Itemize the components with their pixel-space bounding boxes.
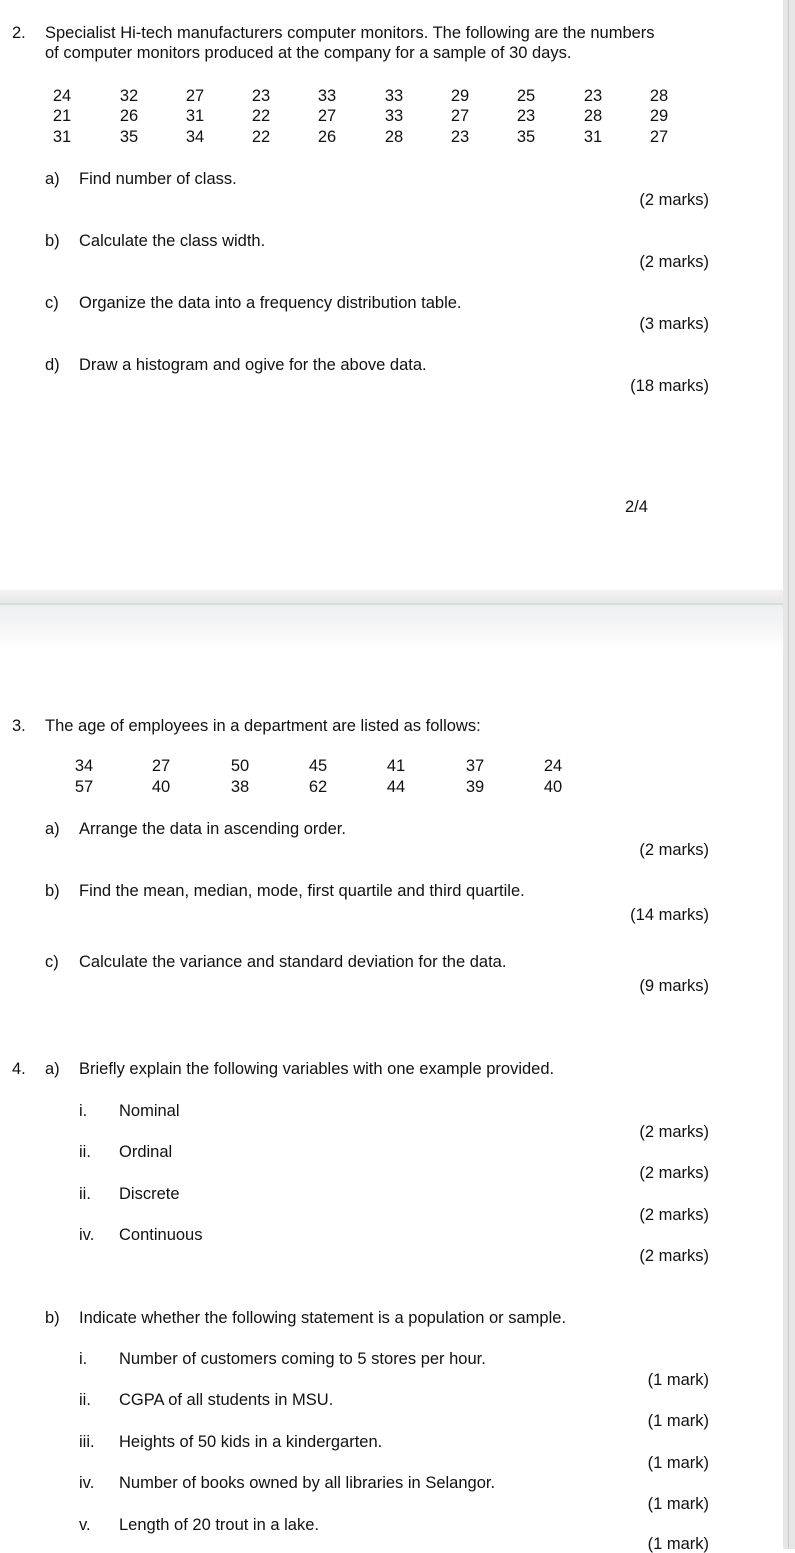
q4b-item-text: Number of customers coming to 5 stores per hour. [119, 1350, 486, 1368]
q4b-text: Indicate whether the following statement is a population or sample. [79, 1309, 567, 1327]
table-cell: 35 [119, 128, 139, 146]
table-cell: 40 [543, 778, 563, 796]
q4a-item-text: Discrete [119, 1185, 180, 1203]
scrollbar[interactable] [783, 0, 795, 1549]
table-cell: 28 [583, 107, 603, 125]
q4b-item-num: ii. [79, 1391, 91, 1409]
q4a-item-text: Continuous [119, 1226, 203, 1244]
table-cell: 39 [465, 778, 485, 796]
table-cell: 32 [119, 87, 139, 105]
table-cell: 21 [52, 107, 72, 125]
q4b-item-text: CGPA of all students in MSU. [119, 1391, 334, 1409]
table-cell: 23 [583, 87, 603, 105]
table-cell: 34 [74, 757, 94, 775]
table-cell: 27 [649, 128, 669, 146]
table-cell: 26 [317, 128, 337, 146]
q3-number: 3. [12, 717, 26, 735]
q3a-marks: (2 marks) [639, 841, 709, 859]
q4b-item-marks: (1 mark) [647, 1454, 709, 1472]
q4a-item-text: Nominal [119, 1102, 180, 1120]
table-cell: 24 [543, 757, 563, 775]
table-cell: 27 [450, 107, 470, 125]
q2-text-line1: Specialist Hi-tech manufacturers computer monitors. The following are the numbers [45, 24, 655, 42]
q4a-item-marks: (2 marks) [639, 1123, 709, 1141]
table-cell: 50 [230, 757, 250, 775]
q2d-marks: (18 marks) [630, 377, 709, 395]
table-cell: 44 [386, 778, 406, 796]
q4b-item-num: v. [79, 1516, 91, 1534]
q4a-item-marks: (2 marks) [639, 1206, 709, 1224]
q2-number: 2. [12, 24, 26, 42]
table-cell: 35 [516, 128, 536, 146]
table-cell: 27 [151, 757, 171, 775]
table-cell: 57 [74, 778, 94, 796]
page-separator [0, 590, 783, 650]
q3b-marks: (14 marks) [630, 906, 709, 924]
table-cell: 28 [384, 128, 404, 146]
table-cell: 27 [317, 107, 337, 125]
table-cell: 41 [386, 757, 406, 775]
q4b-item-marks: (1 mark) [647, 1412, 709, 1430]
q3b-label: b) [45, 882, 60, 900]
q2b-text: Calculate the class width. [79, 232, 266, 250]
table-cell: 29 [649, 107, 669, 125]
q4b-item-num: i. [79, 1350, 88, 1368]
page-number: 2/4 [625, 498, 648, 516]
table-cell: 23 [450, 128, 470, 146]
q3a-label: a) [45, 820, 60, 838]
q4b-item-text: Number of books owned by all libraries in Selangor. [119, 1474, 496, 1492]
table-cell: 33 [384, 107, 404, 125]
q4b-item-num: iii. [79, 1433, 95, 1451]
table-cell: 23 [251, 87, 271, 105]
q3-text: The age of employees in a department are listed as follows: [45, 717, 481, 735]
q4a-label: a) [45, 1060, 60, 1078]
q4a-item-marks: (2 marks) [639, 1247, 709, 1265]
q2c-marks: (3 marks) [639, 315, 709, 333]
table-cell: 26 [119, 107, 139, 125]
q2a-label: a) [45, 170, 60, 188]
q2a-marks: (2 marks) [639, 191, 709, 209]
q4a-item-text: Ordinal [119, 1143, 173, 1161]
q4b-item-marks: (1 mark) [647, 1535, 709, 1553]
table-cell: 31 [583, 128, 603, 146]
q3a-text: Arrange the data in ascending order. [79, 820, 346, 838]
q4b-item-marks: (1 mark) [647, 1371, 709, 1389]
q2-text-line2: of computer monitors produced at the company for a sample of 30 days. [45, 44, 572, 62]
q4a-item-marks: (2 marks) [639, 1164, 709, 1182]
q4a-item-num: i. [79, 1102, 88, 1120]
q4a-item-num: ii. [79, 1185, 91, 1203]
table-cell: 23 [516, 107, 536, 125]
table-cell: 33 [317, 87, 337, 105]
table-cell: 24 [52, 87, 72, 105]
table-cell: 37 [465, 757, 485, 775]
table-cell: 31 [52, 128, 72, 146]
q4a-item-num: iv. [79, 1226, 95, 1244]
q2c-label: c) [45, 294, 59, 312]
table-cell: 29 [450, 87, 470, 105]
table-cell: 62 [308, 778, 328, 796]
q4a-text: Briefly explain the following variables with one example provided. [79, 1060, 555, 1078]
q2d-label: d) [45, 356, 60, 374]
q2b-marks: (2 marks) [639, 253, 709, 271]
table-cell: 22 [251, 128, 271, 146]
table-cell: 28 [649, 87, 669, 105]
q2a-text: Find number of class. [79, 170, 237, 188]
table-cell: 34 [185, 128, 205, 146]
table-cell: 31 [185, 107, 205, 125]
table-cell: 25 [516, 87, 536, 105]
q4b-item-text: Heights of 50 kids in a kindergarten. [119, 1433, 383, 1451]
q2b-label: b) [45, 232, 60, 250]
table-cell: 38 [230, 778, 250, 796]
q3b-text: Find the mean, median, mode, first quartile and third quartile. [79, 882, 525, 900]
q3c-text: Calculate the variance and standard deviation for the data. [79, 953, 507, 971]
q3c-marks: (9 marks) [639, 977, 709, 995]
page-separator-line [0, 603, 783, 605]
q2c-text: Organize the data into a frequency distribution table. [79, 294, 462, 312]
table-cell: 45 [308, 757, 328, 775]
q4-number: 4. [12, 1060, 26, 1078]
q3c-label: c) [45, 953, 59, 971]
q4b-label: b) [45, 1309, 60, 1327]
table-cell: 33 [384, 87, 404, 105]
q4b-item-marks: (1 mark) [647, 1495, 709, 1513]
q4b-item-text: Length of 20 trout in a lake. [119, 1516, 319, 1534]
table-cell: 22 [251, 107, 271, 125]
table-cell: 40 [151, 778, 171, 796]
table-cell: 27 [185, 87, 205, 105]
q4a-item-num: ii. [79, 1143, 91, 1161]
q2d-text: Draw a histogram and ogive for the above data. [79, 356, 427, 374]
q4b-item-num: iv. [79, 1474, 95, 1492]
